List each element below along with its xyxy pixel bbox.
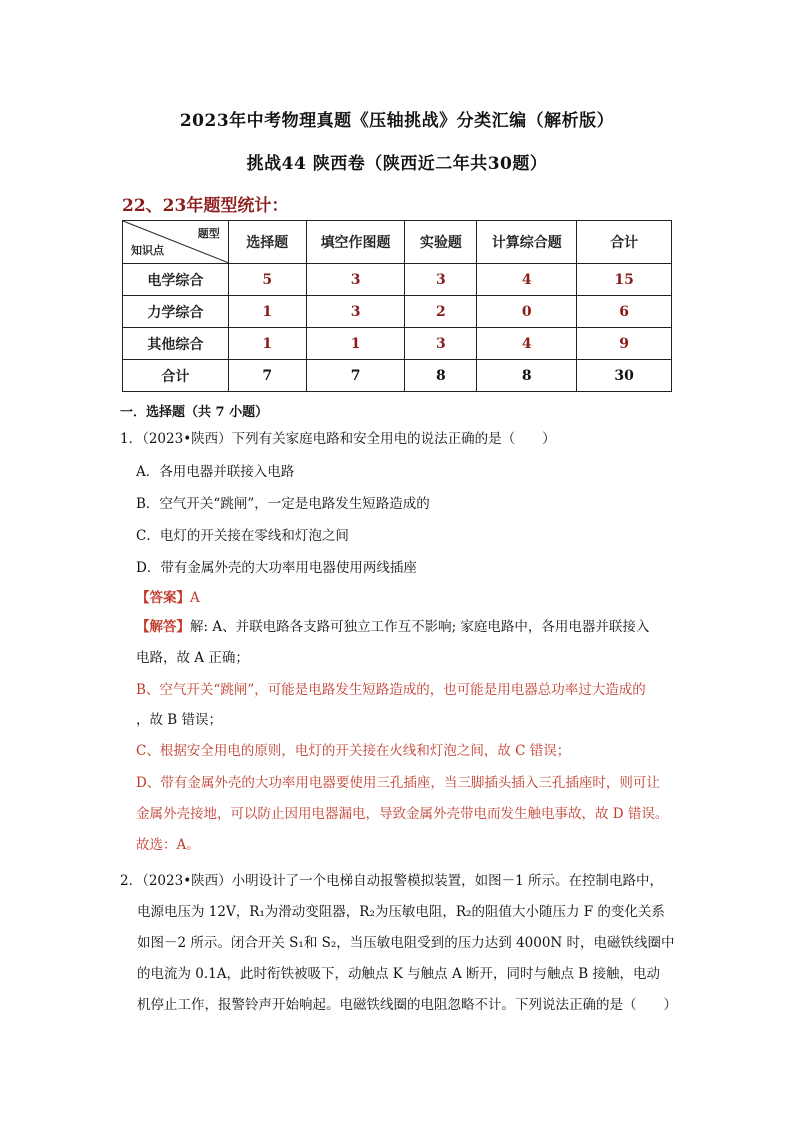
analysis-line-3: B、空气开关“跳闸”，可能是电路发生短路造成的，也可能是用电器总功率过大造成的	[136, 682, 646, 698]
row-label: 力学综合	[123, 296, 229, 328]
table-cell: 5	[228, 264, 306, 296]
corner-label-type: 题型	[197, 227, 220, 240]
analysis-line-5: C、根据安全用电的原则，电灯的开关接在火线和灯泡之间，故 C 错误；	[136, 743, 571, 759]
answer-tag: 【答案】	[136, 590, 190, 606]
answer	[136, 586, 200, 606]
option-c: C．电灯的开关接在零线和灯泡之间	[136, 528, 349, 544]
table-cell: 3	[306, 296, 405, 328]
option-a: A．各用电器并联接入电路	[136, 464, 295, 480]
table-cell: 8	[477, 360, 577, 392]
stats-heading: 22、23年题型统计：	[122, 196, 289, 216]
table-header-row	[123, 221, 672, 264]
table-row	[123, 296, 672, 328]
question-2-line: 电源电压为 12V，R₁为滑动变阻器，R₂为压敏电阻，R₂的阻值大小随压力 F 的变化关系	[137, 904, 665, 920]
table-row	[123, 328, 672, 360]
table-total-row	[123, 360, 672, 392]
table-cell: 7	[228, 360, 306, 392]
table-cell: 1	[306, 328, 405, 360]
table-header: 填空作图题	[306, 221, 405, 264]
table-cell: 9	[577, 328, 672, 360]
analysis-line-1: 【解答】解: A、并联电路各支路可独立工作互不影响; 家庭电路中，各用电器并联接入	[136, 619, 650, 635]
question-1-stem: 1．（2023•陕西）下列有关家庭电路和安全用电的说法正确的是（ ）	[120, 431, 556, 447]
table-header: 实验题	[405, 221, 477, 264]
table-cell: 7	[306, 360, 405, 392]
table-corner-cell	[123, 221, 229, 264]
row-label: 合计	[123, 360, 229, 392]
option-d: D．带有金属外壳的大功率用电器使用两线插座	[136, 560, 417, 576]
table-header: 选择题	[228, 221, 306, 264]
table-cell: 1	[228, 328, 306, 360]
question-2-line: 的电流为 0.1A，此时衔铁被吸下，动触点 K 与触点 A 断开，同时与触点 B 接触，电动	[137, 966, 661, 982]
analysis-line-8: 故选：A。	[136, 837, 200, 853]
document-subtitle: 挑战44 陕西卷（陕西近二年共30题）	[246, 154, 548, 174]
section-title: 一．选择题（共 7 小题）	[120, 405, 269, 420]
table-cell: 0	[477, 296, 577, 328]
option-b: B．空气开关“跳闸”，一定是电路发生短路造成的	[136, 496, 430, 512]
table-cell: 3	[405, 328, 477, 360]
row-label: 电学综合	[123, 264, 229, 296]
table-cell: 3	[405, 264, 477, 296]
table-row	[123, 264, 672, 296]
analysis-line-4: ，故 B 错误；	[136, 712, 223, 728]
table-cell: 1	[228, 296, 306, 328]
question-2	[120, 866, 680, 1021]
table-cell: 30	[577, 360, 672, 392]
question-2-line: 如图－2 所示。闭合开关 S₁和 S₂，当压敏电阻受到的压力达到 4000N 时，电磁铁线圈中	[137, 935, 675, 951]
table-cell: 6	[577, 296, 672, 328]
question-2-line: 2．（2023•陕西）小明设计了一个电梯自动报警模拟装置，如图－1 所示。在控制电路中，	[120, 873, 664, 889]
table-cell: 4	[477, 264, 577, 296]
table-header: 计算综合题	[477, 221, 577, 264]
table-cell: 2	[405, 296, 477, 328]
table-cell: 8	[405, 360, 477, 392]
corner-label-topic: 知识点	[131, 244, 164, 257]
analysis-tag: 【解答】	[136, 619, 190, 635]
table-cell: 3	[306, 264, 405, 296]
row-label: 其他综合	[123, 328, 229, 360]
answer-value: A	[190, 590, 200, 606]
analysis-line-7: 金属外壳接地，可以防止因用电器漏电，导致金属外壳带电而发生触电事故，故 D 错误。	[136, 806, 669, 822]
table-cell: 4	[477, 328, 577, 360]
table-header: 合计	[577, 221, 672, 264]
analysis-line-2: 电路，故 A 正确；	[136, 650, 249, 666]
analysis-line-6: D、带有金属外壳的大功率用电器要使用三孔插座，当三脚插头插入三孔插座时，则可让	[136, 775, 660, 791]
document-title: 2023年中考物理真题《压轴挑战》分类汇编（解析版）	[179, 111, 615, 131]
stats-table	[122, 220, 672, 392]
table-cell: 15	[577, 264, 672, 296]
question-2-line: 机停止工作，报警铃声开始响起。电磁铁线圈的电阻忽略不计。下列说法正确的是（ ）	[137, 997, 677, 1013]
